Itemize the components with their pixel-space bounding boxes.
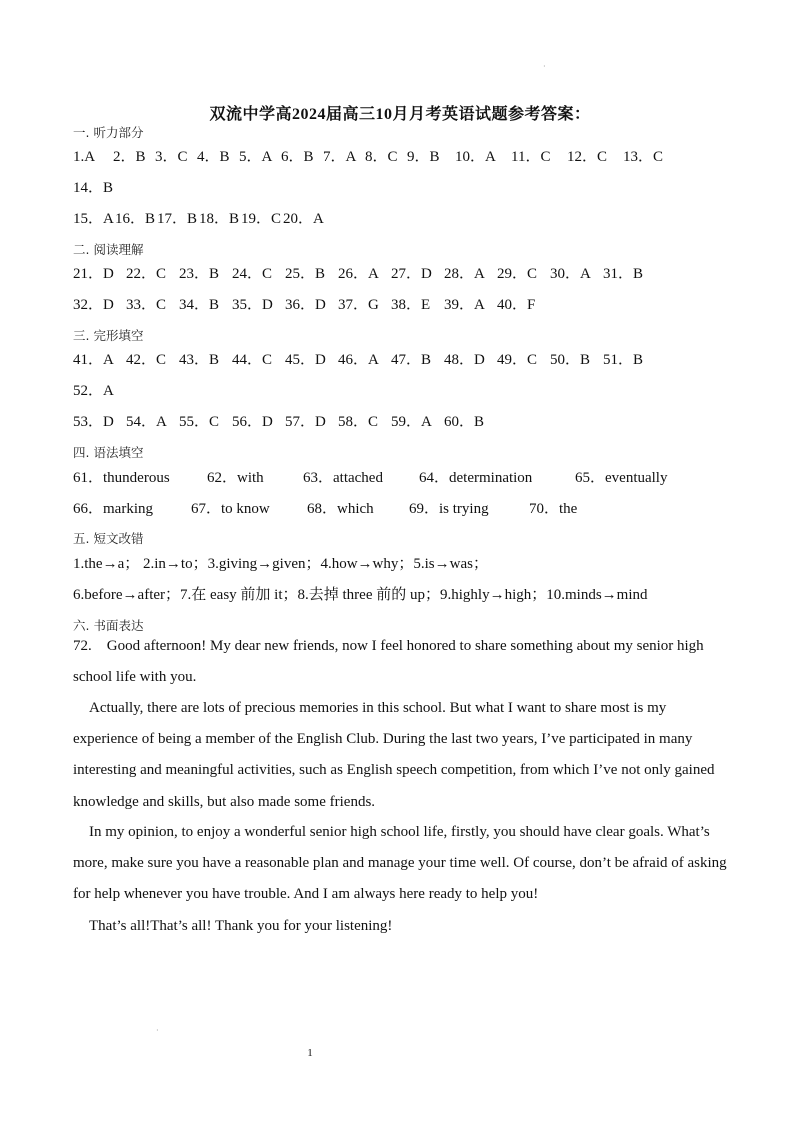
page-title: 双流中学高2024届高三10月月考英语试题参考答案： bbox=[209, 106, 591, 123]
section-heading-correction: 五. 短文改错 bbox=[73, 531, 144, 546]
answer-item: 6．B bbox=[281, 149, 314, 165]
answer-item: 61．thunderous bbox=[73, 470, 170, 486]
grammar-row-1 bbox=[73, 466, 667, 487]
answer-item: 47．B bbox=[391, 352, 432, 368]
answer-item: 16．B bbox=[115, 211, 156, 227]
answer-item: 1.A bbox=[73, 149, 96, 165]
answer-item: 32．D bbox=[73, 297, 114, 313]
answer-item: 22．C bbox=[126, 266, 167, 282]
answer-item: 34．B bbox=[179, 297, 220, 313]
answer-item: 27．D bbox=[391, 266, 432, 282]
section-heading-reading: 二. 阅读理解 bbox=[73, 242, 144, 257]
answer-item: 48．D bbox=[444, 352, 485, 368]
answer-item: 39．A bbox=[444, 297, 485, 313]
answer-item: 19．C bbox=[241, 211, 282, 227]
cloze-row-3 bbox=[73, 410, 484, 431]
answer-item: 21．D bbox=[73, 266, 114, 282]
essay-paragraph-3: In my opinion, to enjoy a wonderful senior high school life, firstly, you should have clear goals. What’s more, make sure you have a reasonable plan and manage your time well. Of course, don’t be afraid of asking for help whenever you have trouble. And I am always here ready to help you! bbox=[73, 824, 727, 903]
answer-item: 35．D bbox=[232, 297, 273, 313]
answer-item: 20．A bbox=[283, 211, 324, 227]
correction-line-1: 1.the→a； 2.in→to；3.giving→given；4.how→why；5.is→was； bbox=[73, 556, 488, 572]
answer-item: 67．to know bbox=[191, 501, 270, 517]
answer-item: 12．C bbox=[567, 149, 608, 165]
answer-item: 9．B bbox=[407, 149, 440, 165]
listening-row-2 bbox=[73, 176, 113, 197]
scan-dot: · bbox=[156, 1026, 159, 1035]
answer-item: 66．marking bbox=[73, 501, 153, 517]
answer-item: 29．C bbox=[497, 266, 538, 282]
answer-item: 63．attached bbox=[303, 470, 383, 486]
answer-item: 8．C bbox=[365, 149, 398, 165]
answer-item: 60．B bbox=[444, 414, 485, 430]
listening-row-3 bbox=[73, 207, 324, 228]
answer-item: 14．B bbox=[73, 180, 114, 196]
answer-item: 65．eventually bbox=[575, 470, 668, 486]
answer-item: 70．the bbox=[529, 501, 578, 517]
cloze-row-1 bbox=[73, 348, 643, 369]
essay-paragraph-2: Actually, there are lots of precious memories in this school. But what I want to share most is my experience of being a member of the English Club. During the last two years, I’ve participated in many interesting and meaningful activities, such as English speech competition, from which I’ve not only gained knowledge and skills, but also made some friends. bbox=[73, 700, 715, 810]
essay-paragraph-4: That’s all!That’s all! Thank you for your listening! bbox=[89, 918, 393, 934]
answer-item: 57．D bbox=[285, 414, 326, 430]
answer-item: 52．A bbox=[73, 383, 114, 399]
answer-item: 64．determination bbox=[419, 470, 533, 486]
answer-item: 10．A bbox=[455, 149, 496, 165]
answer-item: 59．A bbox=[391, 414, 432, 430]
cloze-row-2 bbox=[73, 379, 114, 400]
answer-item: 41．A bbox=[73, 352, 114, 368]
answer-item: 28．A bbox=[444, 266, 485, 282]
answer-item: 13．C bbox=[623, 149, 664, 165]
answer-item: 31．B bbox=[603, 266, 644, 282]
section-heading-writing: 六. 书面表达 bbox=[73, 618, 144, 633]
answer-item: 3．C bbox=[155, 149, 188, 165]
answer-item: 11．C bbox=[511, 149, 551, 165]
correction-line-2: 6.before→after；7.在 easy 前加 it；8.去掉 three 前的 up；9.highly→high；10.minds→mind bbox=[73, 587, 648, 603]
answer-item: 38．E bbox=[391, 297, 431, 313]
answer-item: 30．A bbox=[550, 266, 591, 282]
answer-item: 44．C bbox=[232, 352, 273, 368]
answer-item: 69．is trying bbox=[409, 501, 489, 517]
answer-item: 68．which bbox=[307, 501, 374, 517]
grammar-row-2 bbox=[73, 497, 577, 518]
scan-dot: · bbox=[543, 62, 546, 71]
section-heading-cloze: 三. 完形填空 bbox=[73, 328, 144, 343]
listening-row-1 bbox=[73, 145, 663, 166]
answer-item: 42．C bbox=[126, 352, 167, 368]
answer-item: 56．D bbox=[232, 414, 273, 430]
reading-row-1 bbox=[73, 262, 643, 283]
answer-item: 40．F bbox=[497, 297, 536, 313]
section-heading-listening: 一. 听力部分 bbox=[73, 125, 144, 140]
answer-item: 24．C bbox=[232, 266, 273, 282]
page-number: 1 bbox=[307, 1047, 313, 1059]
answer-item: 46．A bbox=[338, 352, 379, 368]
reading-row-2 bbox=[73, 293, 535, 314]
answer-item: 18．B bbox=[199, 211, 240, 227]
answer-item: 50．B bbox=[550, 352, 591, 368]
answer-item: 45．D bbox=[285, 352, 326, 368]
section-heading-grammar: 四. 语法填空 bbox=[73, 445, 144, 460]
answer-item: 49．C bbox=[497, 352, 538, 368]
answer-item: 53．D bbox=[73, 414, 114, 430]
answer-item: 36．D bbox=[285, 297, 326, 313]
answer-item: 26．A bbox=[338, 266, 379, 282]
answer-item: 25．B bbox=[285, 266, 326, 282]
answer-item: 4．B bbox=[197, 149, 230, 165]
answer-item: 15．A bbox=[73, 211, 114, 227]
answer-item: 62．with bbox=[207, 470, 264, 486]
answer-item: 17．B bbox=[157, 211, 198, 227]
answer-item: 43．B bbox=[179, 352, 220, 368]
answer-item: 5．A bbox=[239, 149, 273, 165]
answer-item: 55．C bbox=[179, 414, 220, 430]
answer-item: 23．B bbox=[179, 266, 220, 282]
answer-item: 2．B bbox=[113, 149, 146, 165]
answer-item: 33．C bbox=[126, 297, 167, 313]
answer-item: 37．G bbox=[338, 297, 379, 313]
essay-paragraph-1: 72. Good afternoon! My dear new friends, now I feel honored to share something about my senior high school life with you. bbox=[73, 638, 704, 686]
answer-item: 51．B bbox=[603, 352, 644, 368]
answer-item: 7．A bbox=[323, 149, 357, 165]
answer-item: 54．A bbox=[126, 414, 167, 430]
answer-item: 58．C bbox=[338, 414, 379, 430]
